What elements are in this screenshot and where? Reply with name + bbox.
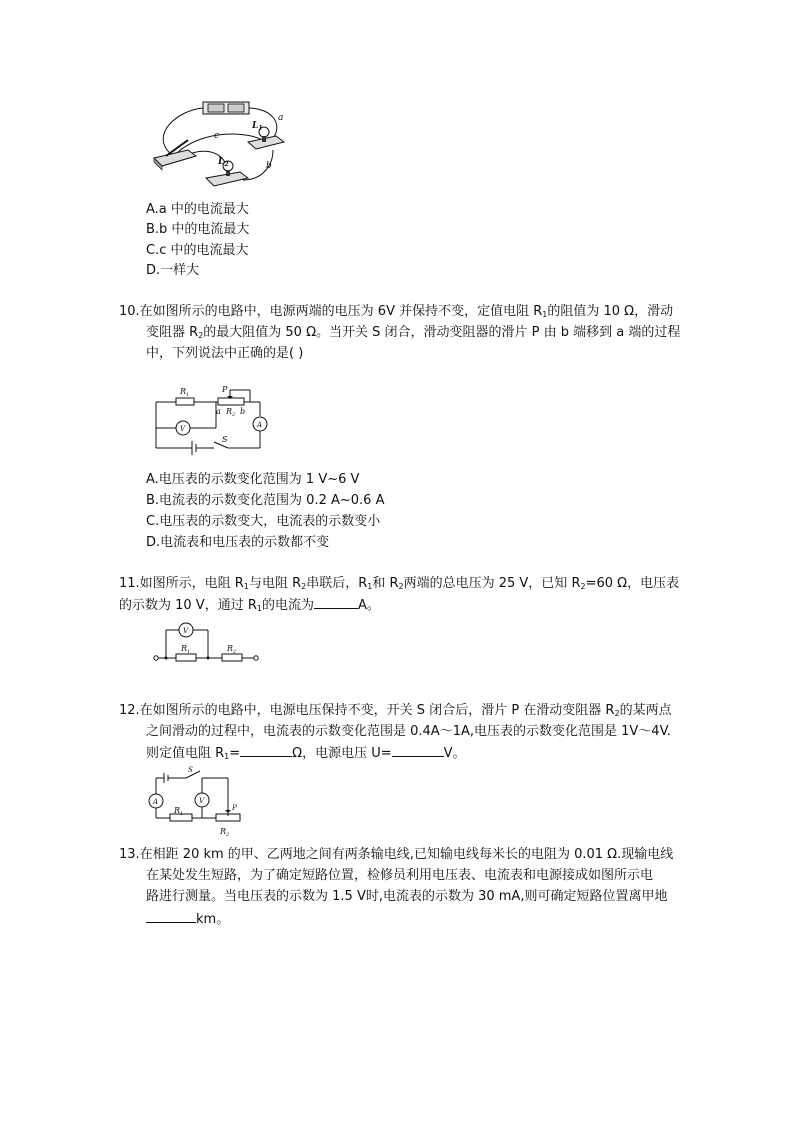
q10-option-d: D.电流表和电压表的示数都不变 (146, 535, 330, 550)
q13-answer-blank[interactable] (146, 909, 196, 923)
q12-stem-line2: 之间滑动的过程中，电流表的示数变化范围是 0.4A～1A,电压表的示数变化范围是 1V～4V. (146, 724, 671, 739)
q10-label-R1-sub: 1 (186, 392, 190, 398)
q10-stem-line3: 中，下列说法中正确的是( ) (146, 346, 304, 361)
svg-text:R1 (179, 387, 189, 398)
q9-option-d: D.一样大 (146, 263, 200, 278)
q11-circuit-figure (148, 620, 264, 666)
q9-label-L2-sub: 2 (224, 161, 229, 168)
q10-stem-line1: 10.在如图所示的电路中，电源两端的电压为 6V 并保持不变，定值电阻 $R_1$的阻值为 10 Ω，滑动 (119, 304, 674, 319)
q10-circuit-figure (152, 380, 270, 458)
q12-label-S: S (188, 766, 193, 774)
q12-label-R2-sub: 2 (226, 832, 230, 838)
q13-stem-line1: 13.在相距 20 km 的甲、乙两地之间有两条输电线,已知输电线每米长的电阻为 0.01 Ω.现输电线 (119, 847, 674, 862)
q13-stem-line4: km。 (146, 909, 229, 930)
svg-text:L2 (217, 157, 229, 168)
q13-stem-line3: 路进行测量。当电压表的示数为 1.5 V时,电流表的示数为 30 mA,则可确定短路位置离甲地 (146, 889, 668, 904)
q10-label-R2-sub: 2 (232, 412, 236, 418)
q9-label-b: b (266, 161, 272, 171)
q10-label-R2: R (226, 407, 233, 416)
q12-label-R1-sub: 1 (180, 811, 184, 817)
q11-stem-line2: 的示数为 10 V，通过 $R_1$的电流为 A。 (119, 595, 380, 616)
q9-option-a: A.a 中的电流最大 (146, 202, 249, 217)
svg-text:R2 (226, 644, 236, 655)
q12-stem-line3: 则定值电阻 $R_1= \Omega$，电源电压 U= V。 (146, 743, 466, 764)
q10-label-R1: R (180, 387, 187, 396)
q9-label-a: a (278, 113, 284, 123)
q12-r1-answer-blank[interactable] (240, 743, 292, 757)
q11-voltmeter-label: V (183, 627, 189, 635)
q12-label-R1: R (174, 806, 181, 815)
q10-label-a: a (216, 407, 221, 416)
q10-option-a: A.电压表的示数变化范围为 1 V~6 V (146, 472, 360, 487)
q9-label-c: c (214, 131, 220, 141)
q10-stem-line2: 变阻器 $R_2$的最大阻值为 50 Ω。当开关 S 闭合，滑动变阻器的滑片 P 由 b 端移到 a 端的过程 (146, 325, 681, 340)
q11-answer-blank[interactable] (314, 595, 358, 609)
q10-voltmeter-label: V (180, 425, 186, 433)
q12-label-P: P (232, 804, 237, 812)
q11-label-R1-sub: 1 (187, 649, 191, 655)
q12-ammeter-label: A (153, 798, 159, 806)
q9-label-L1-sub: 1 (258, 125, 263, 132)
q12-voltage-answer-blank[interactable] (392, 743, 444, 757)
svg-text:R2 (219, 827, 229, 838)
q9-circuit-figure (148, 100, 288, 192)
q9-label-L2: L (218, 157, 225, 167)
q11-label-R2: R (227, 644, 234, 653)
svg-text:R1 (180, 644, 190, 655)
q10-ammeter-label: A (257, 421, 263, 429)
q12-stem-line1: 12.在如图所示的电路中，电源电压保持不变，开关 S 闭合后，滑片 P 在滑动变阻器 $R_2$的某两点 (119, 703, 672, 718)
svg-text:L1 (251, 121, 263, 132)
svg-text:R1 (173, 806, 183, 817)
svg-text:R2 (225, 407, 235, 418)
q9-option-b: B.b 中的电流最大 (146, 222, 250, 237)
q11-stem-line1: 11.如图所示，电阻 $R_1$与电阻 $R_2$串联后，$R_1$和 $R_2$两端的总电压为 25 V，已知 $R_2=60$ Ω，电压表 (119, 576, 680, 591)
q10-option-b: B.电流表的示数变化范围为 0.2 A~0.6 A (146, 493, 385, 508)
q11-label-R2-sub: 2 (233, 649, 237, 655)
q11-label-R1: R (181, 644, 188, 653)
q12-voltmeter-label: V (199, 797, 205, 805)
q12-circuit-figure (146, 766, 246, 844)
q9-label-L1: L (252, 121, 259, 131)
q9-option-c: C.c 中的电流最大 (146, 243, 249, 258)
q13-stem-line2: 在某处发生短路，为了确定短路位置，检修员利用电压表、电流表和电源接成如图所示电 (146, 868, 654, 883)
q12-label-R2: R (220, 827, 227, 836)
q10-label-b: b (240, 407, 246, 416)
q10-option-c: C.电压表的示数变大，电流表的示数变小 (146, 514, 381, 529)
q10-label-P: P (222, 385, 228, 394)
q10-label-S: S (222, 435, 228, 444)
